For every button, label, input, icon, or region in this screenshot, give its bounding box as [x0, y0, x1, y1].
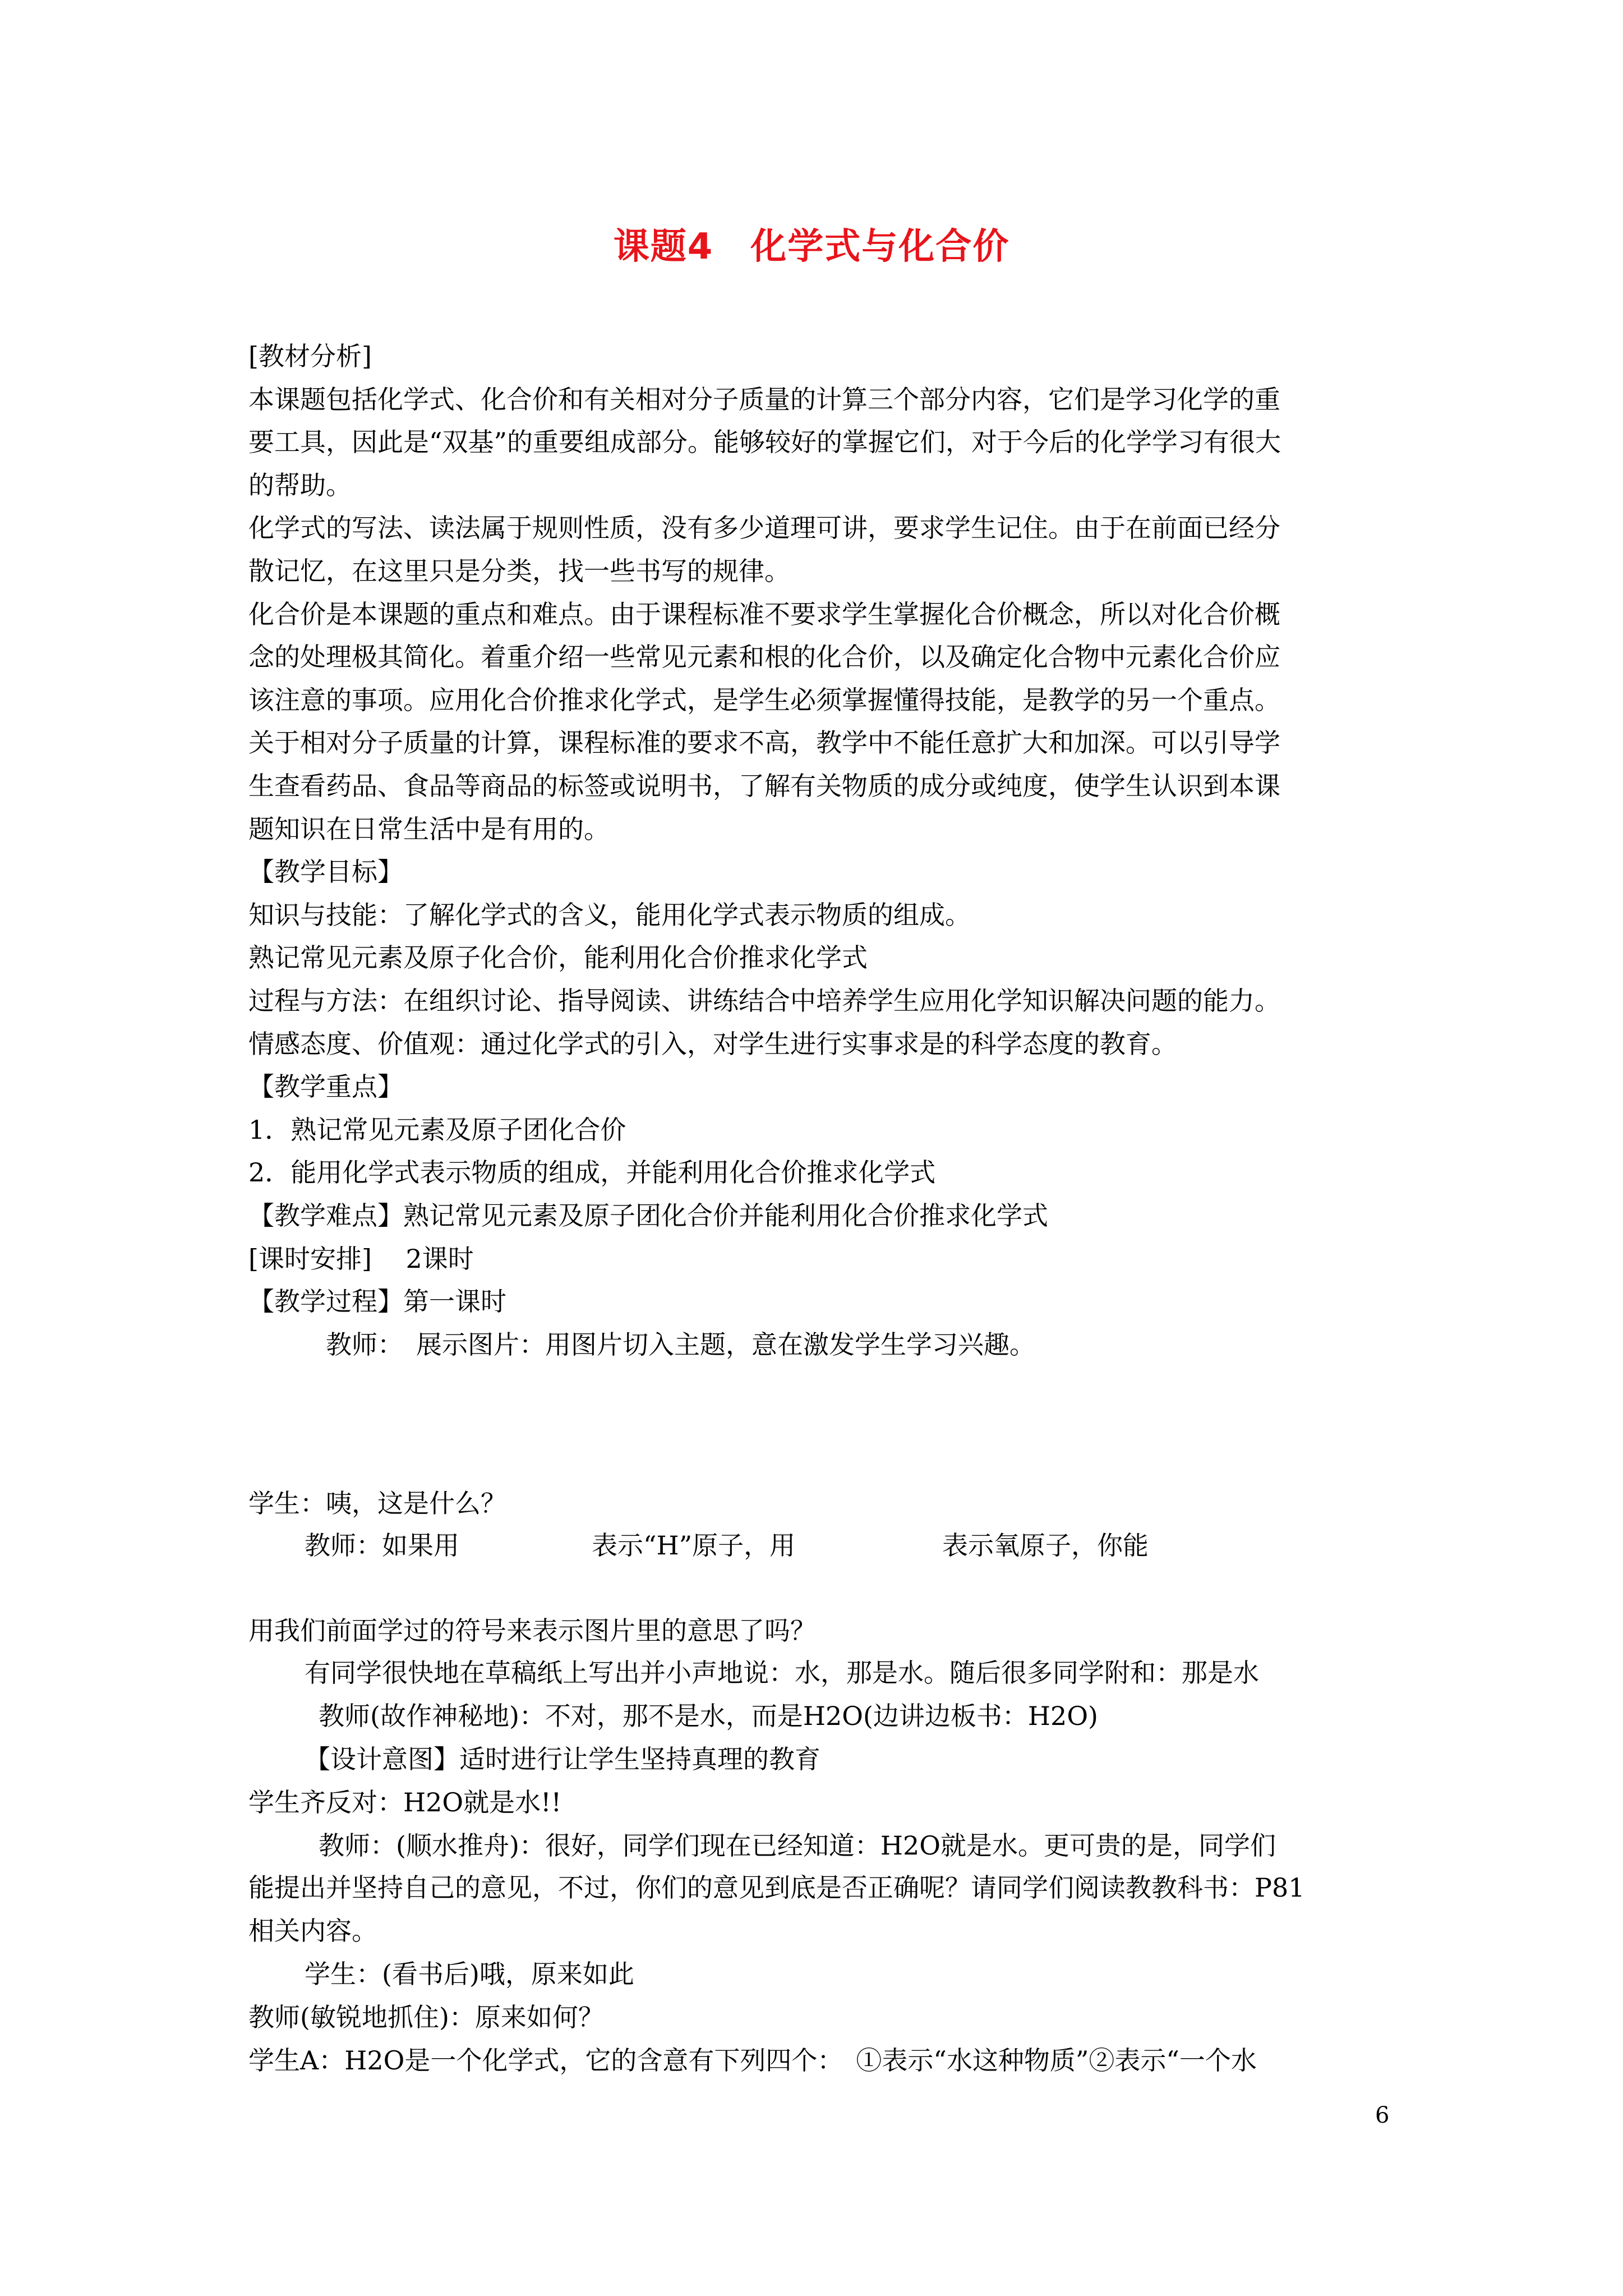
- body-line: 过程与方法：在组织讨论、指导阅读、讲练结合中培养学生应用化学知识解决问题的能力。: [248, 986, 1280, 1016]
- dialog-line-11: 学生A：H2O是一个化学式，它的含意有下列四个： ①表示“水这种物质”②表示“一个水: [248, 2045, 1257, 2076]
- body-line: 的帮助。: [248, 470, 352, 500]
- dialog-line-10: 教师(敏锐地抓住)：原来如何？: [248, 2002, 604, 2032]
- body-line: 化合价是本课题的重点和难点。由于课程标准不要求学生掌握化合价概念，所以对化合价概: [248, 599, 1280, 629]
- dialog-line-6: 教师：(顺水推舟)：很好，同学们现在已经知道：H2O就是水。更可贵的是，同学们: [319, 1830, 1276, 1861]
- student-question: 学生：咦，这是什么？: [248, 1488, 506, 1519]
- dialog-line-7: 能提出并坚持自己的意见，不过，你们的意见到底是否正确呢？请同学们阅读教教科书：P81: [248, 1872, 1305, 1903]
- body-line: 【教学重点】: [248, 1071, 403, 1102]
- dialog-line-2: 有同学很快地在草稿纸上写出并小声地说：水，那是水。随后很多同学附和：那是水: [305, 1658, 1259, 1688]
- dialog-line-5: 学生齐反对：H2O就是水!!: [248, 1787, 562, 1818]
- body-line: 1．熟记常见元素及原子团化合价: [248, 1115, 626, 1145]
- teacher-line-part-1: 教师：如果用: [305, 1530, 459, 1561]
- body-line: 散记忆，在这里只是分类，找一些书写的规律。: [248, 556, 790, 586]
- page-title: 课题4 化学式与化合价: [613, 226, 1010, 268]
- dialog-line-4: 【设计意图】适时进行让学生坚持真理的教育: [305, 1744, 820, 1774]
- body-line: 【教学目标】: [248, 857, 403, 887]
- body-line: 熟记常见元素及原子化合价，能利用化合价推求化学式: [248, 942, 868, 973]
- body-line: [课时安排] 2课时: [248, 1244, 474, 1274]
- body-line: 生查看药品、食品等商品的标签或说明书，了解有关物质的成分或纯度，使学生认识到本课: [248, 771, 1280, 801]
- body-line: 题知识在日常生活中是有用的。: [248, 814, 610, 844]
- body-line: 知识与技能：了解化学式的含义，能用化学式表示物质的组成。: [248, 900, 971, 930]
- body-line: 念的处理极其简化。着重介绍一些常见元素和根的化合价，以及确定化合物中元素化合价应: [248, 642, 1280, 672]
- body-line: 本课题包括化学式、化合价和有关相对分子质量的计算三个部分内容，它们是学习化学的重: [248, 384, 1280, 415]
- body-line: 要工具，因此是“双基”的重要组成部分。能够较好的掌握它们，对于今后的化学学习有很大: [248, 427, 1281, 457]
- page-number: 6: [1375, 2102, 1390, 2128]
- body-line: 【教学难点】熟记常见元素及原子团化合价并能利用化合价推求化学式: [248, 1200, 1048, 1231]
- dialog-line-3: 教师(故作神秘地)：不对，那不是水，而是H2O(边讲边板书：H2O): [319, 1701, 1098, 1731]
- teacher-line-part-2: 表示“H”原子，用: [592, 1530, 796, 1561]
- body-line: 教师： 展示图片：用图片切入主题，意在激发学生学习兴趣。: [248, 1329, 1035, 1360]
- body-line: 化学式的写法、读法属于规则性质，没有多少道理可讲，要求学生记住。由于在前面已经分: [248, 513, 1280, 543]
- body-line: 关于相对分子质量的计算，课程标准的要求不高，教学中不能任意扩大和加深。可以引导学: [248, 728, 1280, 758]
- body-line: 情感态度、价值观：通过化学式的引入，对学生进行实事求是的科学态度的教育。: [248, 1029, 1177, 1059]
- teacher-line-part-3: 表示氧原子，你能: [942, 1530, 1149, 1561]
- body-line: [教材分析]: [248, 341, 372, 371]
- body-line: 2．能用化学式表示物质的组成，并能利用化合价推求化学式: [248, 1157, 936, 1188]
- body-line: 该注意的事项。应用化合价推求化学式，是学生必须掌握懂得技能，是教学的另一个重点。: [248, 685, 1280, 715]
- dialog-line-9: 学生：(看书后)哦，原来如此: [305, 1959, 634, 1989]
- body-line: 【教学过程】第一课时: [248, 1286, 506, 1317]
- dialog-line-1: 用我们前面学过的符号来表示图片里的意思了吗？: [248, 1616, 816, 1646]
- dialog-line-8: 相关内容。: [248, 1916, 377, 1946]
